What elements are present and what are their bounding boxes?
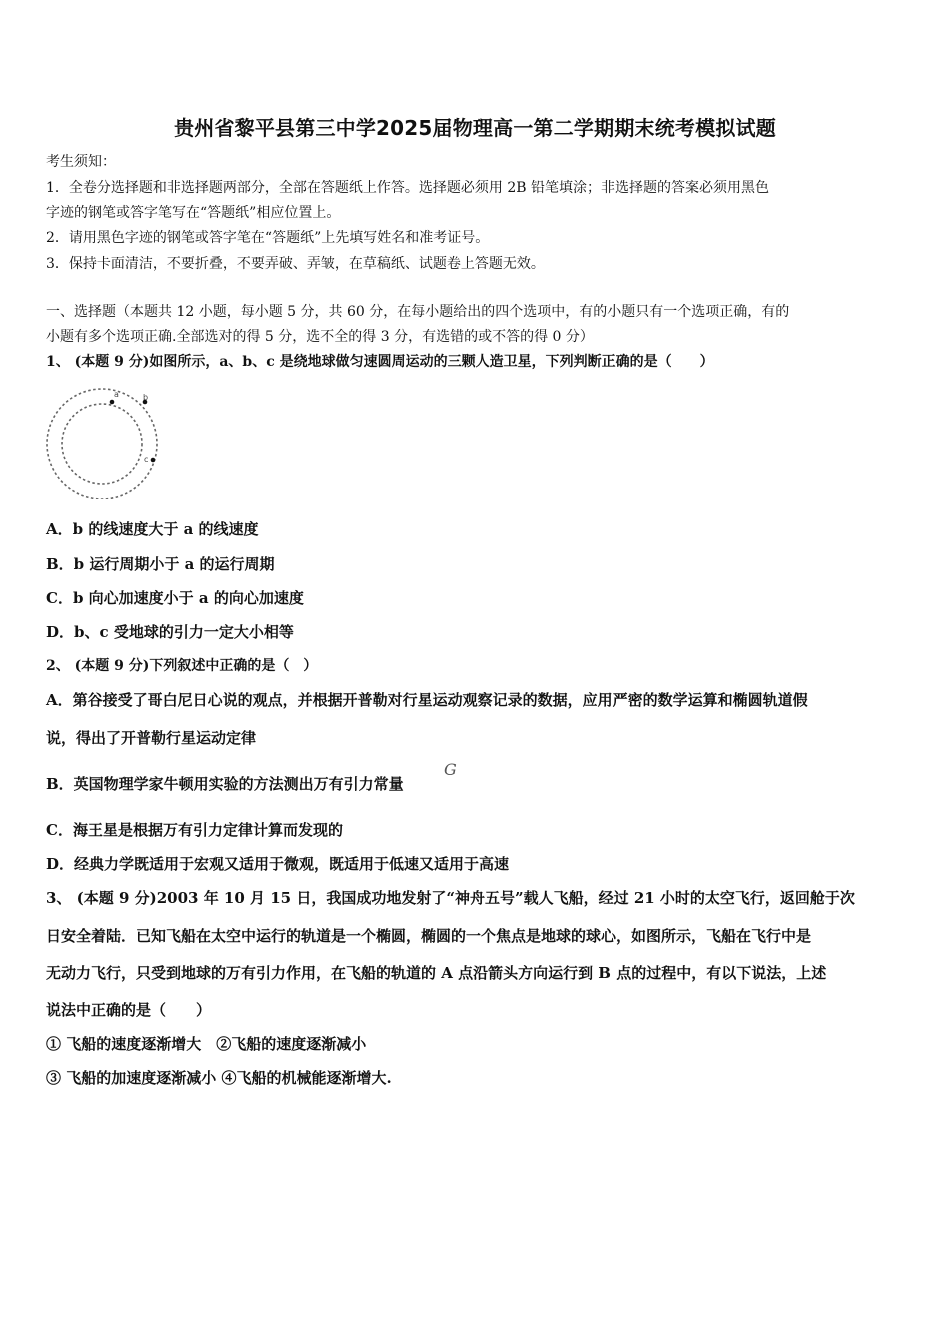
q2-option-d: D．经典力学既适用于宏观又适用于微观，既适用于低速又适用于高速 xyxy=(46,855,510,873)
q3-stem-line-4: 说法中正确的是（ ） xyxy=(46,1001,212,1019)
q2-option-a-line-2: 说，得出了开普勒行星运动定律 xyxy=(46,729,257,747)
notice-heading: 考生须知： xyxy=(46,154,116,170)
q2-option-a-line-1: A．第谷接受了哥白尼日心说的观点，并根据开普勒对行星运动观察记录的数据，应用严密的数学运算和椭圆轨道假 xyxy=(46,691,808,709)
section-instructions-line-2: 小题有多个选项正确.全部选对的得 5 分，选不全的得 3 分，有选错的或不答的得 0 分） xyxy=(46,329,594,345)
inner-orbit xyxy=(62,404,142,484)
label-c: c xyxy=(144,455,149,464)
q2-option-c: C．海王星是根据万有引力定律计算而发现的 xyxy=(46,821,343,839)
q1-option-a: A．b 的线速度大于 a 的线速度 xyxy=(46,520,259,538)
satellite-c xyxy=(151,458,156,463)
satellite-a xyxy=(110,400,115,405)
label-b: b xyxy=(143,393,149,402)
orbit-diagram xyxy=(42,387,164,499)
q3-stem-line-2: 日安全着陆．已知飞船在太空中运行的轨道是一个椭圆，椭圆的一个焦点是地球的球心，如图所示，飞船在飞行中是 xyxy=(46,927,812,945)
q3-stem-line-1: 3、 (本题 9 分)2003 年 10 月 15 日，我国成功地发射了“神舟五号”载人飞船，经过 21 小时的太空飞行，返回舱于次 xyxy=(46,889,855,907)
q1-option-c: C．b 向心加速度小于 a 的向心加速度 xyxy=(46,589,304,607)
q1-stem: 1、 (本题 9 分)如图所示，a、b、c 是绕地球做匀速圆周运动的三颗人造卫星，下列判断正确的是（ ） xyxy=(46,354,714,370)
q1-option-b: B．b 运行周期小于 a 的运行周期 xyxy=(46,555,275,573)
notice-item-3: 3．保持卡面清洁，不要折叠，不要弄破、弄皱，在草稿纸、试题卷上答题无效。 xyxy=(46,256,545,272)
q3-statements-1: ① 飞船的速度逐渐增大 ②飞船的速度逐渐减小 xyxy=(46,1035,367,1053)
page-title: 贵州省黎平县第三中学2025届物理高一第二学期期末统考模拟试题 xyxy=(174,116,776,140)
section-instructions-line-1: 一、选择题（本题共 12 小题，每小题 5 分，共 60 分，在每小题给出的四个选项中，有的小题只有一个选项正确，有的 xyxy=(46,304,790,320)
outer-orbit xyxy=(47,389,157,499)
notice-item-2: 2．请用黑色字迹的钢笔或答字笔在“答题纸”上先填写姓名和准考证号。 xyxy=(46,230,490,246)
gravitational-constant-symbol: G xyxy=(444,760,457,779)
notice-item-1-line-1: 1．全卷分选择题和非选择题两部分，全部在答题纸上作答。选择题必须用 2B 铅笔填涂；非选择题的答案必须用黑色 xyxy=(46,180,769,196)
q1-option-d: D．b、c 受地球的引力一定大小相等 xyxy=(46,623,294,641)
notice-item-1-line-2: 字迹的钢笔或答字笔写在“答题纸”相应位置上。 xyxy=(46,205,341,221)
q3-statements-2: ③ 飞船的加速度逐渐减小 ④飞船的机械能逐渐增大. xyxy=(46,1069,392,1087)
q2-stem: 2、 (本题 9 分)下列叙述中正确的是（ ） xyxy=(46,658,318,674)
label-a: a xyxy=(114,390,119,399)
q2-option-b: B．英国物理学家牛顿用实验的方法测出万有引力常量 xyxy=(46,775,404,793)
q3-stem-line-3: 无动力飞行，只受到地球的万有引力作用，在飞船的轨道的 A 点沿箭头方向运行到 B 点的过程中，有以下说法，上述 xyxy=(46,964,827,982)
